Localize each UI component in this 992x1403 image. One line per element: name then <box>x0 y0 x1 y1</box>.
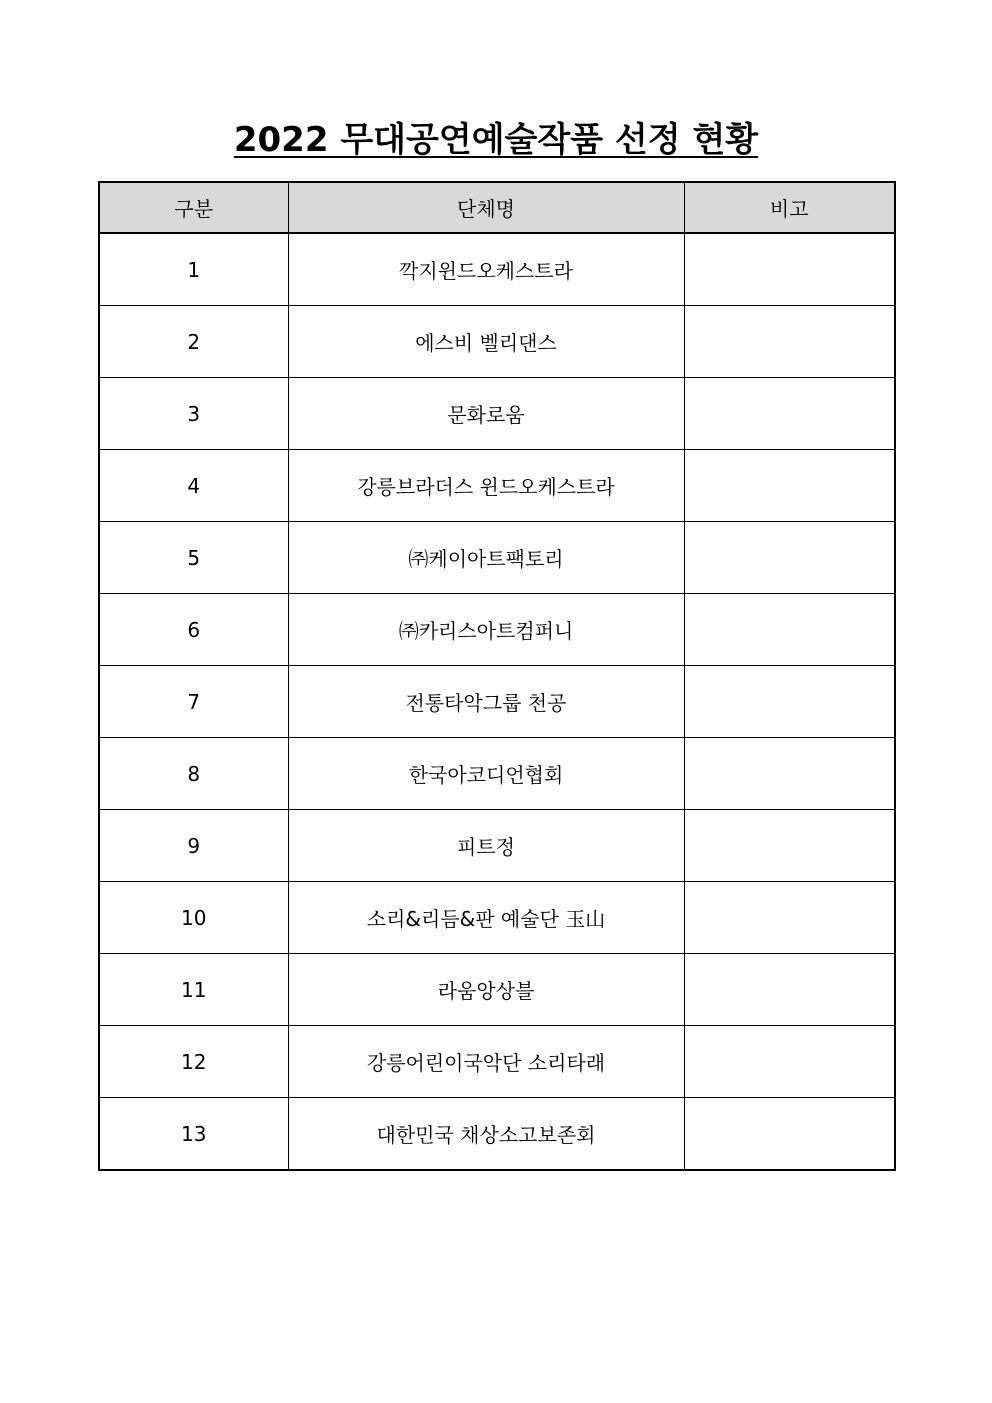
row-no: 7 <box>99 666 288 738</box>
row-no: 12 <box>99 1026 288 1098</box>
header-name: 단체명 <box>288 182 684 233</box>
row-name: 한국아코디언협회 <box>288 738 684 810</box>
table-row <box>99 810 895 882</box>
table-row <box>99 1098 895 1171</box>
row-no: 6 <box>99 594 288 666</box>
row-no: 4 <box>99 450 288 522</box>
table-row <box>99 666 895 738</box>
row-name: 깍지윈드오케스트라 <box>288 233 684 306</box>
selection-table <box>98 181 896 1171</box>
table-row <box>99 233 895 306</box>
row-name: ㈜케이아트팩토리 <box>288 522 684 594</box>
table-row <box>99 954 895 1026</box>
row-note <box>684 810 895 882</box>
header-no: 구분 <box>99 182 288 233</box>
table-row <box>99 378 895 450</box>
row-no: 8 <box>99 738 288 810</box>
row-note <box>684 882 895 954</box>
row-note <box>684 233 895 306</box>
row-name: 강릉어린이국악단 소리타래 <box>288 1026 684 1098</box>
page-title-text: 2022 무대공연예술작품 선정 현황 <box>233 120 759 160</box>
table-row <box>99 738 895 810</box>
table-row <box>99 594 895 666</box>
row-name: ㈜카리스아트컴퍼니 <box>288 594 684 666</box>
row-no: 10 <box>99 882 288 954</box>
page-title <box>0 118 992 162</box>
row-name: 피트정 <box>288 810 684 882</box>
row-note <box>684 306 895 378</box>
row-note <box>684 954 895 1026</box>
row-name: 전통타악그룹 천공 <box>288 666 684 738</box>
row-name: 소리&리듬&판 예술단 玉山 <box>288 882 684 954</box>
table-header-row <box>99 182 895 233</box>
row-name: 대한민국 채상소고보존회 <box>288 1098 684 1171</box>
row-note <box>684 450 895 522</box>
row-note <box>684 594 895 666</box>
row-no: 11 <box>99 954 288 1026</box>
table-row <box>99 1026 895 1098</box>
row-note <box>684 738 895 810</box>
row-no: 5 <box>99 522 288 594</box>
row-name: 라움앙상블 <box>288 954 684 1026</box>
row-no: 3 <box>99 378 288 450</box>
row-no: 9 <box>99 810 288 882</box>
table-row <box>99 450 895 522</box>
table-row <box>99 522 895 594</box>
row-name: 에스비 벨리댄스 <box>288 306 684 378</box>
row-note <box>684 378 895 450</box>
row-note <box>684 1098 895 1171</box>
row-note <box>684 522 895 594</box>
row-no: 13 <box>99 1098 288 1171</box>
table-row <box>99 306 895 378</box>
header-note: 비고 <box>684 182 895 233</box>
table-row <box>99 882 895 954</box>
row-no: 2 <box>99 306 288 378</box>
row-note <box>684 1026 895 1098</box>
row-no: 1 <box>99 233 288 306</box>
row-note <box>684 666 895 738</box>
row-name: 강릉브라더스 윈드오케스트라 <box>288 450 684 522</box>
row-name: 문화로움 <box>288 378 684 450</box>
